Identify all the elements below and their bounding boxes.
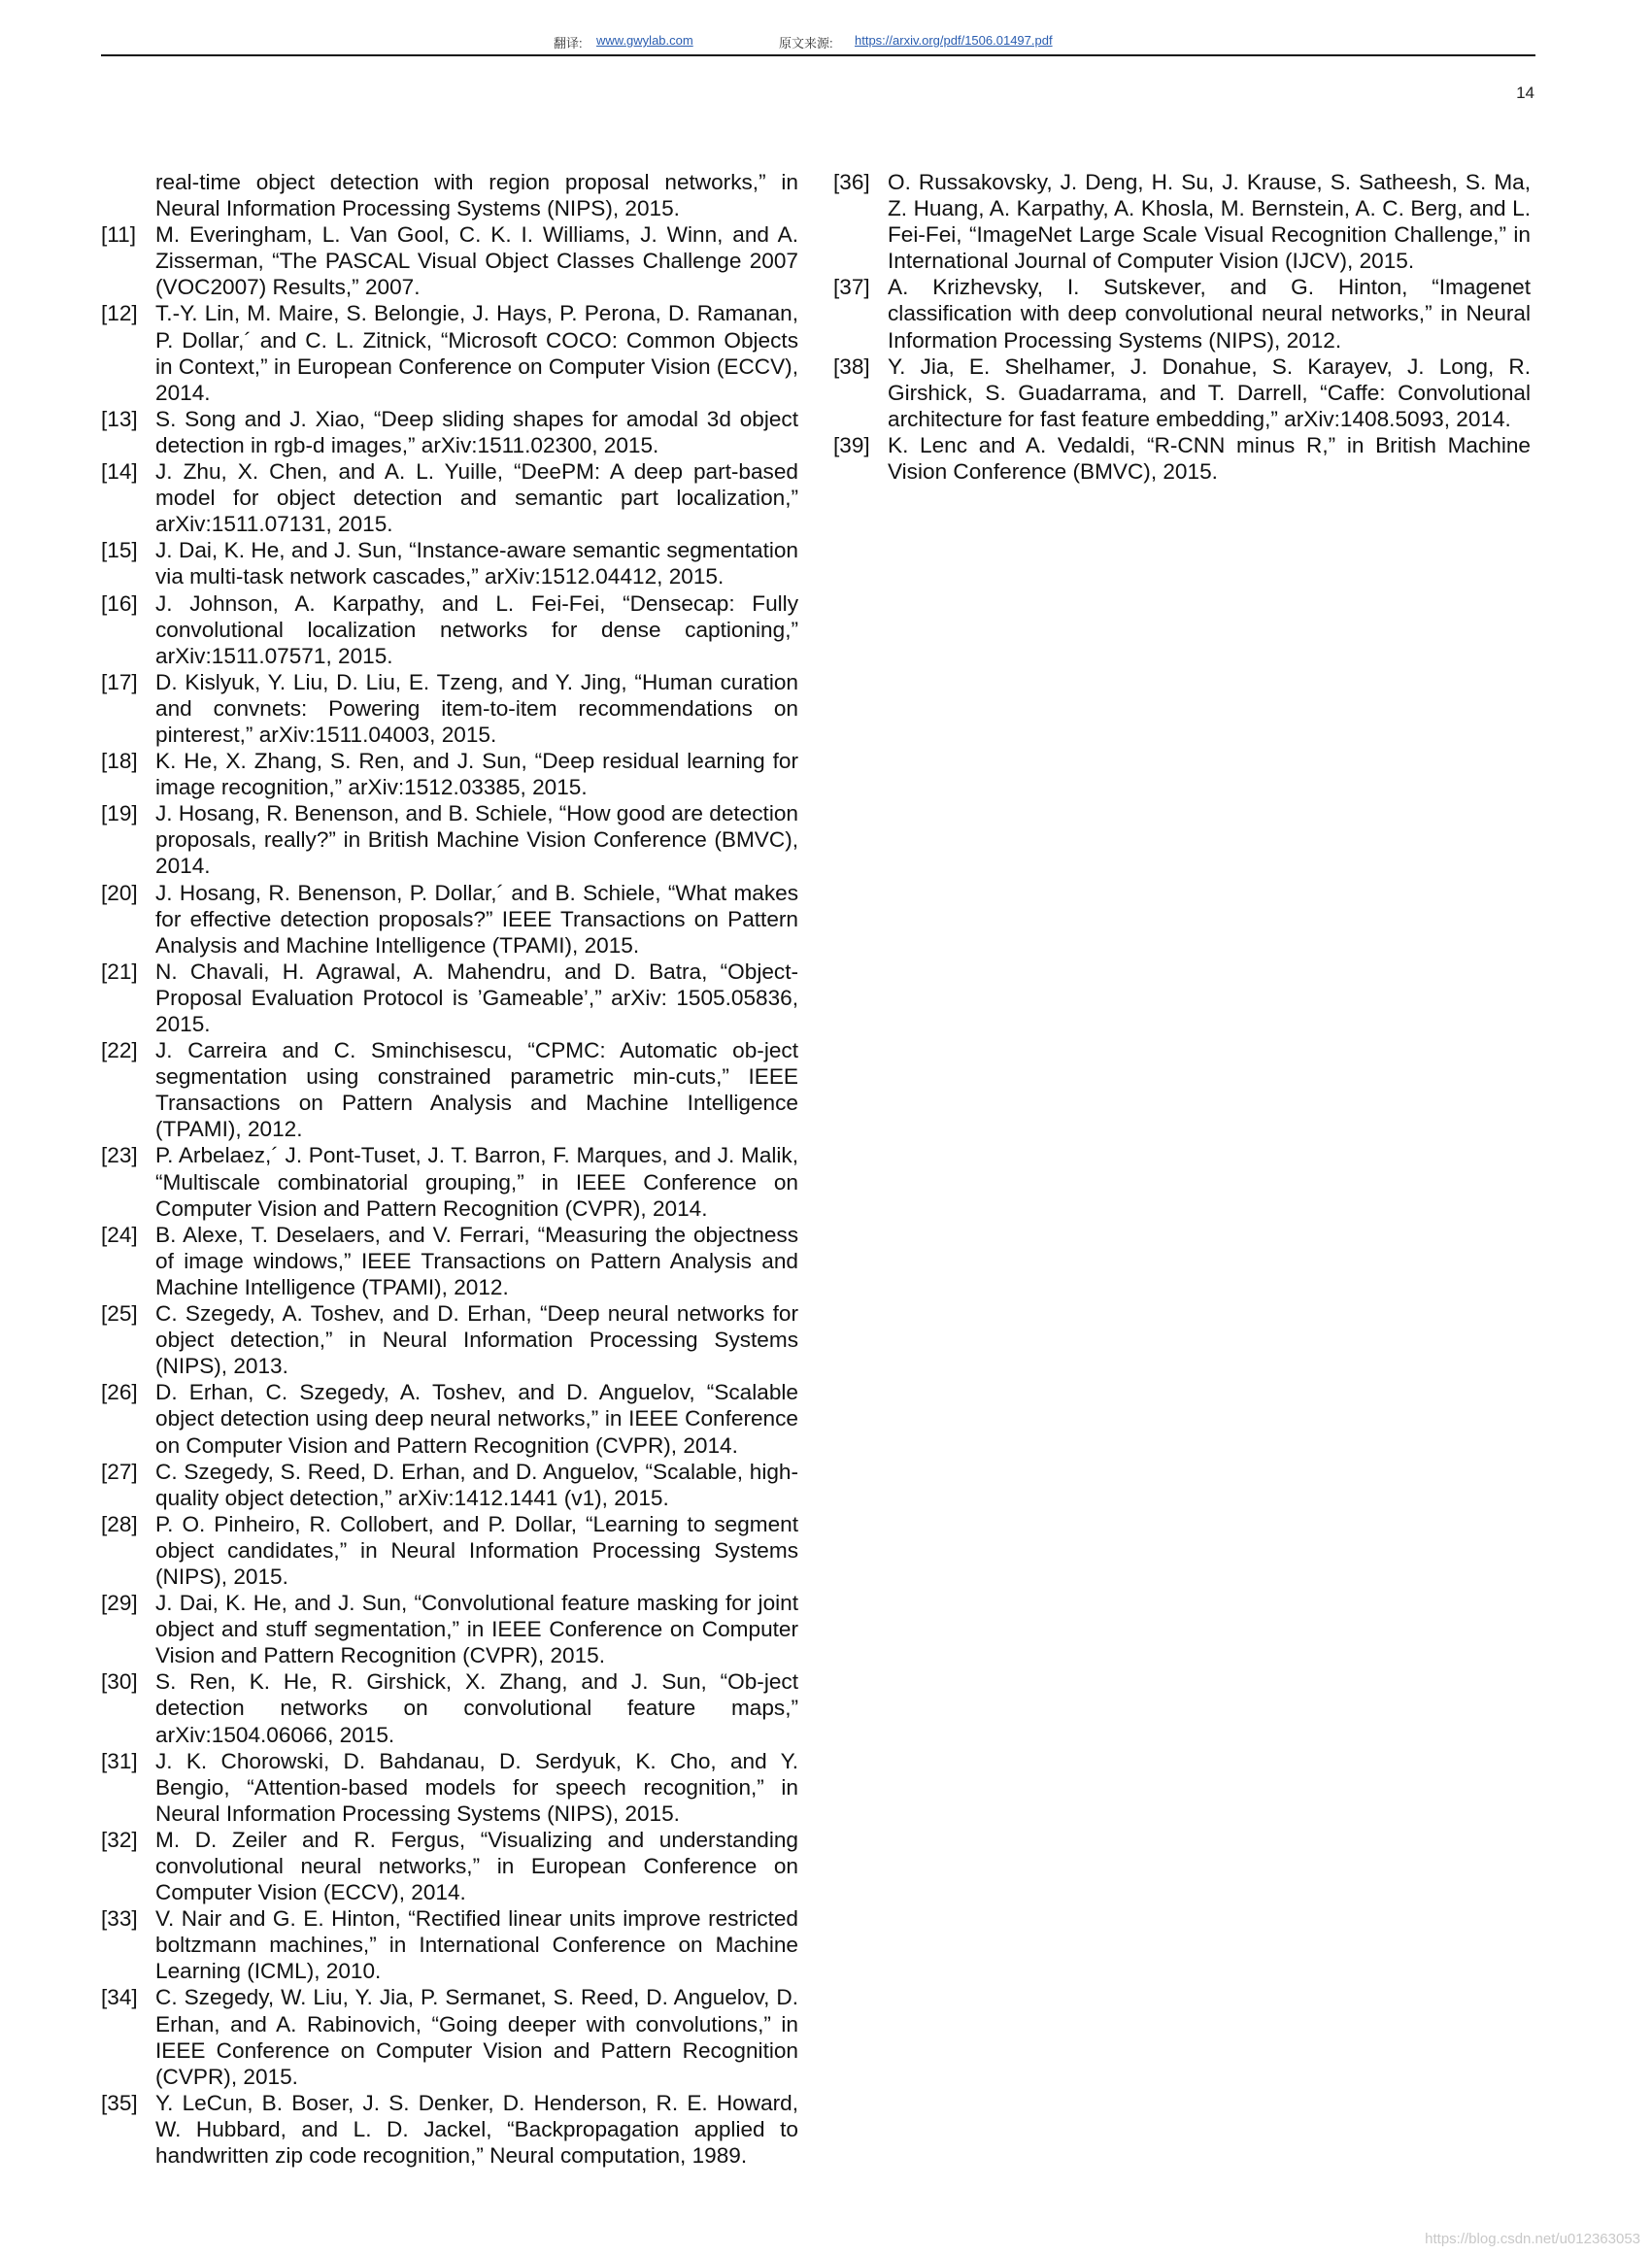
reference-item: [101, 1222, 798, 1300]
header-rule: [101, 54, 1535, 56]
reference-item: [101, 1037, 798, 1142]
reference-item: [101, 1668, 798, 1747]
reference-number: [15]: [101, 538, 138, 563]
translate-label: 翻译:: [554, 36, 583, 50]
reference-text: S. Ren, K. He, R. Girshick, X. Zhang, and J. Sun, “Ob-ject detection networks on convolutional feature maps,” arXiv:1504.06066, 2015.: [155, 1669, 798, 1747]
reference-text: J. Carreira and C. Sminchisescu, “CPMC: Automatic ob-ject segmentation using constrained parametric min-cuts,” IEEE Transactions on Pattern Analysis and Machine Intelligence (TPAMI), 2012.: [155, 1038, 798, 1142]
reference-number: [18]: [101, 749, 138, 774]
reference-item: [101, 1300, 798, 1379]
reference-number: [27]: [101, 1459, 138, 1484]
reference-text: J. Hosang, R. Benenson, and B. Schiele, “How good are detection proposals, really?” in British Machine Vision Conference (BMVC), 2014.: [155, 801, 798, 879]
reference-number: [25]: [101, 1301, 138, 1327]
reference-item: [101, 1511, 798, 1590]
reference-number: [34]: [101, 1985, 138, 2010]
reference-text: O. Russakovsky, J. Deng, H. Su, J. Krause, S. Satheesh, S. Ma, Z. Huang, A. Karpathy, A. Khosla, M. Bernstein, A. C. Berg, and L. Fei-Fei, “ImageNet Large Scale Visual Recognition Challenge,” in International Journal of Computer Vision (IJCV), 2015.: [888, 170, 1531, 274]
reference-number: [14]: [101, 459, 138, 485]
reference-text: V. Nair and G. E. Hinton, “Rectified linear units improve restricted boltzmann machines,” in International Conference on Machine Learning (ICML), 2010.: [155, 1906, 798, 1984]
reference-continuation: [101, 169, 798, 221]
reference-text: B. Alexe, T. Deselaers, and V. Ferrari, “Measuring the objectness of image windows,” IEEE Transactions on Pattern Analysis and Machine Intelligence (TPAMI), 2012.: [155, 1222, 798, 1299]
source-link[interactable]: https://arxiv.org/pdf/1506.01497.pdf: [855, 33, 1053, 48]
reference-text: T.-Y. Lin, M. Maire, S. Belongie, J. Hays, P. Perona, D. Ramanan, P. Dollar,´ and C. L. Zitnick, “Microsoft COCO: Common Objects in Context,” in European Conference on Computer Vision (ECCV), 2014.: [155, 301, 798, 405]
watermark: https://blog.csdn.net/u012363053: [1425, 2231, 1640, 2247]
reference-number: [31]: [101, 1748, 138, 1773]
reference-text: C. Szegedy, W. Liu, Y. Jia, P. Sermanet, S. Reed, D. Anguelov, D. Erhan, and A. Rabinovich, “Going deeper with convolutions,” in IEEE Conference on Computer Vision and Pattern Recognition (CVPR), 2015.: [155, 1985, 798, 2089]
reference-number: [21]: [101, 959, 138, 984]
reference-text: Y. LeCun, B. Boser, J. S. Denker, D. Henderson, R. E. Howard, W. Hubbard, and L. D. Jackel, “Backpropagation applied to handwritten zip code recognition,” Neural computation, 1989.: [155, 2090, 798, 2169]
reference-item: [101, 221, 798, 300]
reference-number: [38]: [833, 353, 870, 379]
page-number: 14: [1516, 84, 1534, 102]
reference-item: [101, 300, 798, 405]
reference-text: D. Erhan, C. Szegedy, A. Toshev, and D. Anguelov, “Scalable object detection using deep neural networks,” in IEEE Conference on Computer Vision and Pattern Recognition (CVPR), 2014.: [155, 1380, 798, 1458]
reference-number: [23]: [101, 1143, 138, 1168]
reference-item: [101, 537, 798, 589]
reference-number: [37]: [833, 275, 870, 300]
reference-number: [16]: [101, 590, 138, 616]
reference-item: [101, 880, 798, 959]
reference-text: A. Krizhevsky, I. Sutskever, and G. Hinton, “Imagenet classification with deep convolutional neural networks,” in Neural Information Processing Systems (NIPS), 2012.: [888, 275, 1531, 353]
reference-item: [101, 2090, 798, 2169]
reference-text: J. Johnson, A. Karpathy, and L. Fei-Fei, “Densecap: Fully convolutional localization networks for dense captioning,” arXiv:1511.07571, 2015.: [155, 590, 798, 668]
reference-number: [33]: [101, 1906, 138, 1932]
reference-item: [101, 800, 798, 879]
reference-number: [17]: [101, 669, 138, 694]
reference-item: [833, 353, 1531, 432]
reference-number: [19]: [101, 801, 138, 826]
reference-text: K. Lenc and A. Vedaldi, “R-CNN minus R,” in British Machine Vision Conference (BMVC), 2015.: [888, 432, 1531, 485]
reference-item: [101, 1142, 798, 1221]
reference-number: [28]: [101, 1511, 138, 1536]
reference-text: real-time object detection with region proposal networks,” in Neural Information Processing Systems (NIPS), 2015.: [155, 170, 798, 221]
reference-item: [101, 748, 798, 800]
reference-item: [101, 1984, 798, 2089]
source-label: 原文来源:: [779, 36, 833, 50]
reference-text: D. Kislyuk, Y. Liu, D. Liu, E. Tzeng, and Y. Jing, “Human curation and convnets: Powering item-to-item recommendations on pinterest,” arXiv:1511.04003, 2015.: [155, 669, 798, 747]
reference-text: J. K. Chorowski, D. Bahdanau, D. Serdyuk, K. Cho, and Y. Bengio, “Attention-based models for speech recognition,” in Neural Information Processing Systems (NIPS), 2015.: [155, 1748, 798, 1826]
reference-item: [101, 1590, 798, 1668]
left-column: [101, 169, 798, 2169]
reference-item: [833, 169, 1531, 274]
reference-item: [101, 1827, 798, 1905]
reference-item: [101, 669, 798, 748]
reference-number: [35]: [101, 2090, 138, 2115]
reference-number: [22]: [101, 1038, 138, 1063]
reference-item: [101, 590, 798, 669]
translation-header: [0, 29, 1652, 54]
reference-item: [833, 432, 1531, 485]
reference-item: [101, 1905, 798, 1984]
reference-number: [26]: [101, 1380, 138, 1405]
reference-number: [20]: [101, 880, 138, 905]
reference-text: Y. Jia, E. Shelhamer, J. Donahue, S. Karayev, J. Long, R. Girshick, S. Guadarrama, and T. Darrell, “Caffe: Convolutional architecture for fast feature embedding,” arXiv:1408.5093, 2014.: [888, 353, 1531, 431]
reference-number: [36]: [833, 170, 870, 194]
reference-item: [101, 959, 798, 1037]
reference-text: M. Everingham, L. Van Gool, C. K. I. Williams, J. Winn, and A. Zisserman, “The PASCAL Visual Object Classes Challenge 2007 (VOC2007) Results,” 2007.: [155, 222, 798, 300]
reference-list-right: [833, 169, 1531, 485]
reference-text: J. Hosang, R. Benenson, P. Dollar,´ and B. Schiele, “What makes for effective detection proposals?” IEEE Transactions on Pattern Analysis and Machine Intelligence (TPAMI), 2015.: [155, 880, 798, 958]
reference-number: [12]: [101, 301, 138, 326]
reference-text: K. He, X. Zhang, S. Ren, and J. Sun, “Deep residual learning for image recognition,” arXiv:1512.03385, 2015.: [155, 749, 798, 800]
reference-text: M. D. Zeiler and R. Fergus, “Visualizing and understanding convolutional neural networks,” in European Conference on Computer Vision (ECCV), 2014.: [155, 1827, 798, 1905]
reference-text: P. O. Pinheiro, R. Collobert, and P. Dollar, “Learning to segment object candidates,” in Neural Information Processing Systems (NIPS), 2015.: [155, 1511, 798, 1589]
reference-number: [13]: [101, 406, 138, 431]
reference-number: [39]: [833, 432, 870, 457]
reference-text: S. Song and J. Xiao, “Deep sliding shapes for amodal 3d object detection in rgb-d images,” arXiv:1511.02300, 2015.: [155, 406, 798, 457]
reference-text: C. Szegedy, A. Toshev, and D. Erhan, “Deep neural networks for object detection,” in Neural Information Processing Systems (NIPS), 2013.: [155, 1301, 798, 1379]
reference-item: [833, 274, 1531, 353]
reference-text: P. Arbelaez,´ J. Pont-Tuset, J. T. Barron, F. Marques, and J. Malik, “Multiscale combinatorial grouping,” in IEEE Conference on Computer Vision and Pattern Recognition (CVPR), 2014.: [155, 1143, 798, 1221]
translate-link[interactable]: www.gwylab.com: [596, 33, 693, 48]
right-column: [833, 169, 1531, 485]
reference-item: [101, 1459, 798, 1511]
reference-text: J. Dai, K. He, and J. Sun, “Instance-aware semantic segmentation via multi-task network cascades,” arXiv:1512.04412, 2015.: [155, 538, 798, 589]
reference-number: [11]: [101, 222, 137, 248]
reference-number: [32]: [101, 1827, 138, 1852]
reference-item: [101, 1379, 798, 1458]
reference-text: C. Szegedy, S. Reed, D. Erhan, and D. Anguelov, “Scalable, high-quality object detection,” arXiv:1412.1441 (v1), 2015.: [155, 1459, 798, 1510]
reference-list-left: [101, 221, 798, 2169]
reference-number: [30]: [101, 1669, 138, 1695]
reference-text: J. Dai, K. He, and J. Sun, “Convolutional feature masking for joint object and stuff segmentation,” in IEEE Conference on Computer Vision and Pattern Recognition (CVPR), 2015.: [155, 1591, 798, 1668]
reference-text: J. Zhu, X. Chen, and A. L. Yuille, “DeePM: A deep part-based model for object detection and semantic part localization,” arXiv:1511.07131, 2015.: [155, 459, 798, 537]
reference-number: [24]: [101, 1222, 138, 1247]
reference-number: [29]: [101, 1591, 138, 1616]
reference-item: [101, 406, 798, 458]
reference-item: [101, 458, 798, 537]
reference-item: [101, 1748, 798, 1827]
reference-text: N. Chavali, H. Agrawal, A. Mahendru, and D. Batra, “Object-Proposal Evaluation Protocol is ’Gameable’,” arXiv: 1505.05836, 2015.: [155, 959, 798, 1036]
